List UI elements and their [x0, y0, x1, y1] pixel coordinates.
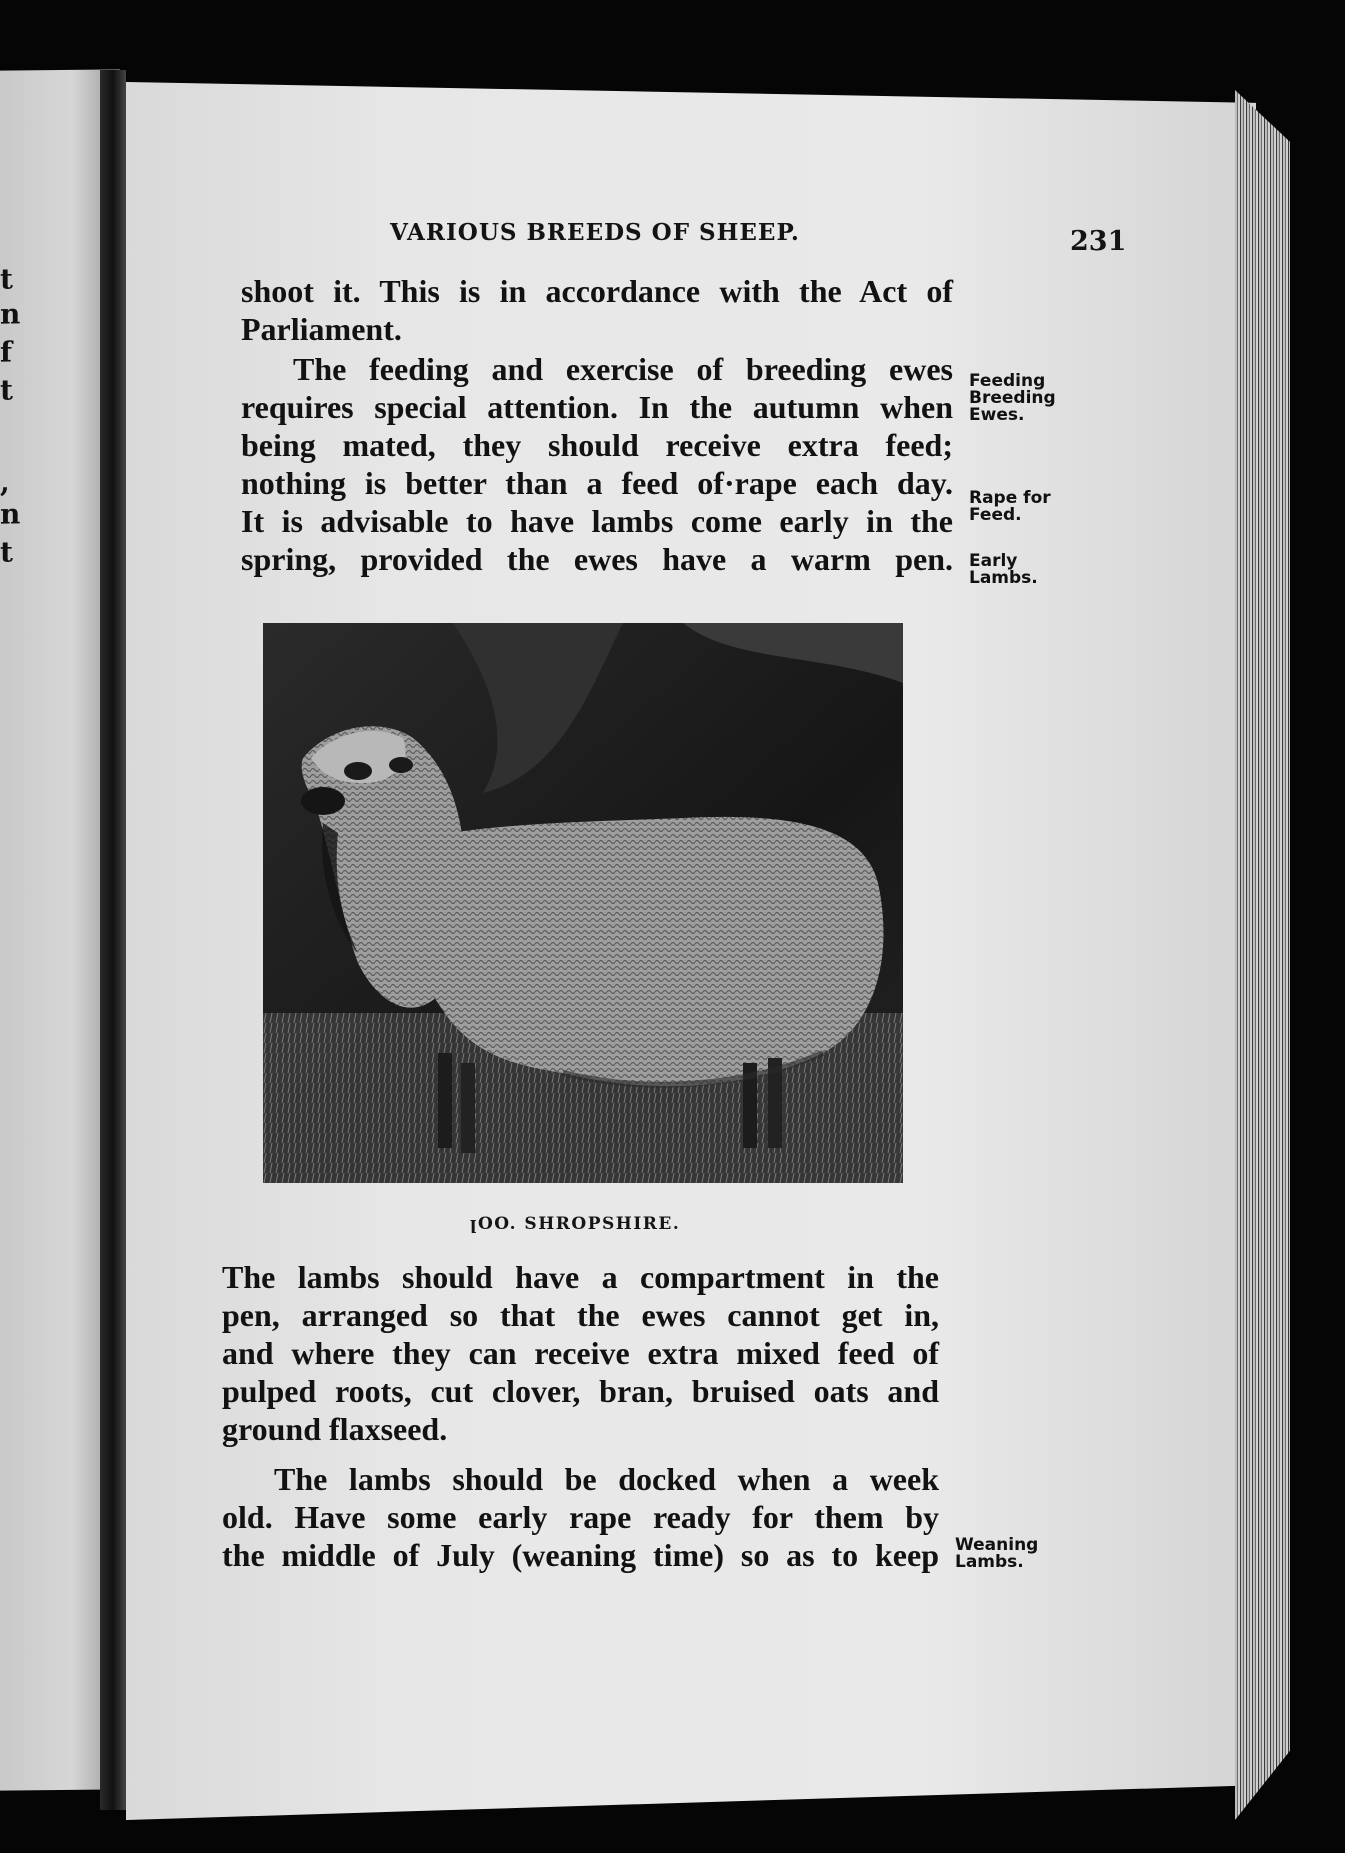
- side-note-line: Feeding: [969, 371, 1046, 391]
- side-note-line: Feed.: [969, 505, 1022, 525]
- side-note-rape-for-feed: [969, 490, 1051, 524]
- text-line: pulped roots, cut clover, bran, bruised oats and: [222, 1373, 939, 1409]
- side-note-line: Lambs.: [969, 568, 1038, 588]
- side-note-feeding-breeding-ewes: [969, 373, 1056, 424]
- side-note-early-lambs: [969, 553, 1038, 587]
- text-line: nothing is better than a feed of·rape each day.: [241, 465, 953, 501]
- text-line: old. Have some early rape ready for them by: [222, 1499, 939, 1535]
- shropshire-sheep-illustration: [263, 623, 903, 1183]
- side-note-weaning-lambs: [955, 1537, 1038, 1571]
- facing-page-letter: ,: [0, 465, 10, 499]
- side-note-line: Ewes.: [969, 405, 1025, 425]
- facing-page-letter: t: [0, 262, 13, 296]
- paragraph-docking-weaning: [222, 1460, 939, 1574]
- facing-page-letter: t: [0, 535, 13, 569]
- page-edges: [1235, 90, 1290, 1820]
- page-number: 231: [1070, 226, 1127, 257]
- text-line: shoot it. This is in accordance with the Act of: [241, 273, 953, 309]
- text-line: being mated, they should receive extra feed;: [241, 427, 953, 463]
- text-line: ground flaxseed.: [222, 1411, 448, 1447]
- text-line: It is advisable to have lambs come early in the: [241, 503, 953, 539]
- facing-page-letter: t: [0, 373, 13, 407]
- side-note-line: Early: [969, 551, 1018, 571]
- sheep-engraving: [263, 623, 903, 1183]
- text-line: The lambs should be docked when a week: [274, 1461, 939, 1497]
- text-line: spring, provided the ewes have a warm pen.: [241, 541, 953, 577]
- text-line: The feeding and exercise of breeding ewes: [293, 351, 953, 387]
- side-note-line: Lambs.: [955, 1552, 1024, 1572]
- running-head: VARIOUS BREEDS OF SHEEP.: [390, 219, 800, 246]
- text-line: and where they can receive extra mixed feed of: [222, 1335, 939, 1371]
- text-line: The lambs should have a compartment in the: [222, 1259, 939, 1295]
- facing-page-letter: f: [0, 335, 13, 369]
- text-line: Parliament.: [241, 311, 402, 347]
- book-gutter: [100, 70, 126, 1810]
- text-line: pen, arranged so that the ewes cannot get in,: [222, 1297, 939, 1333]
- side-note-line: Weaning: [955, 1535, 1039, 1555]
- paragraph-act-of-parliament: [241, 272, 953, 348]
- text-line: the middle of July (weaning time) so as to keep: [222, 1537, 939, 1573]
- figure-caption: ꞁOO. SHROPSHIRE.: [470, 1214, 681, 1234]
- paragraph-lamb-compartment: [222, 1258, 939, 1448]
- text-line: requires special attention. In the autumn when: [241, 389, 953, 425]
- side-note-line: Rape for: [969, 488, 1051, 508]
- paragraph-feeding-ewes: [241, 350, 953, 578]
- side-note-line: Breeding: [969, 388, 1056, 408]
- facing-page-letter: n: [0, 497, 21, 531]
- facing-page-letter: n: [0, 297, 21, 331]
